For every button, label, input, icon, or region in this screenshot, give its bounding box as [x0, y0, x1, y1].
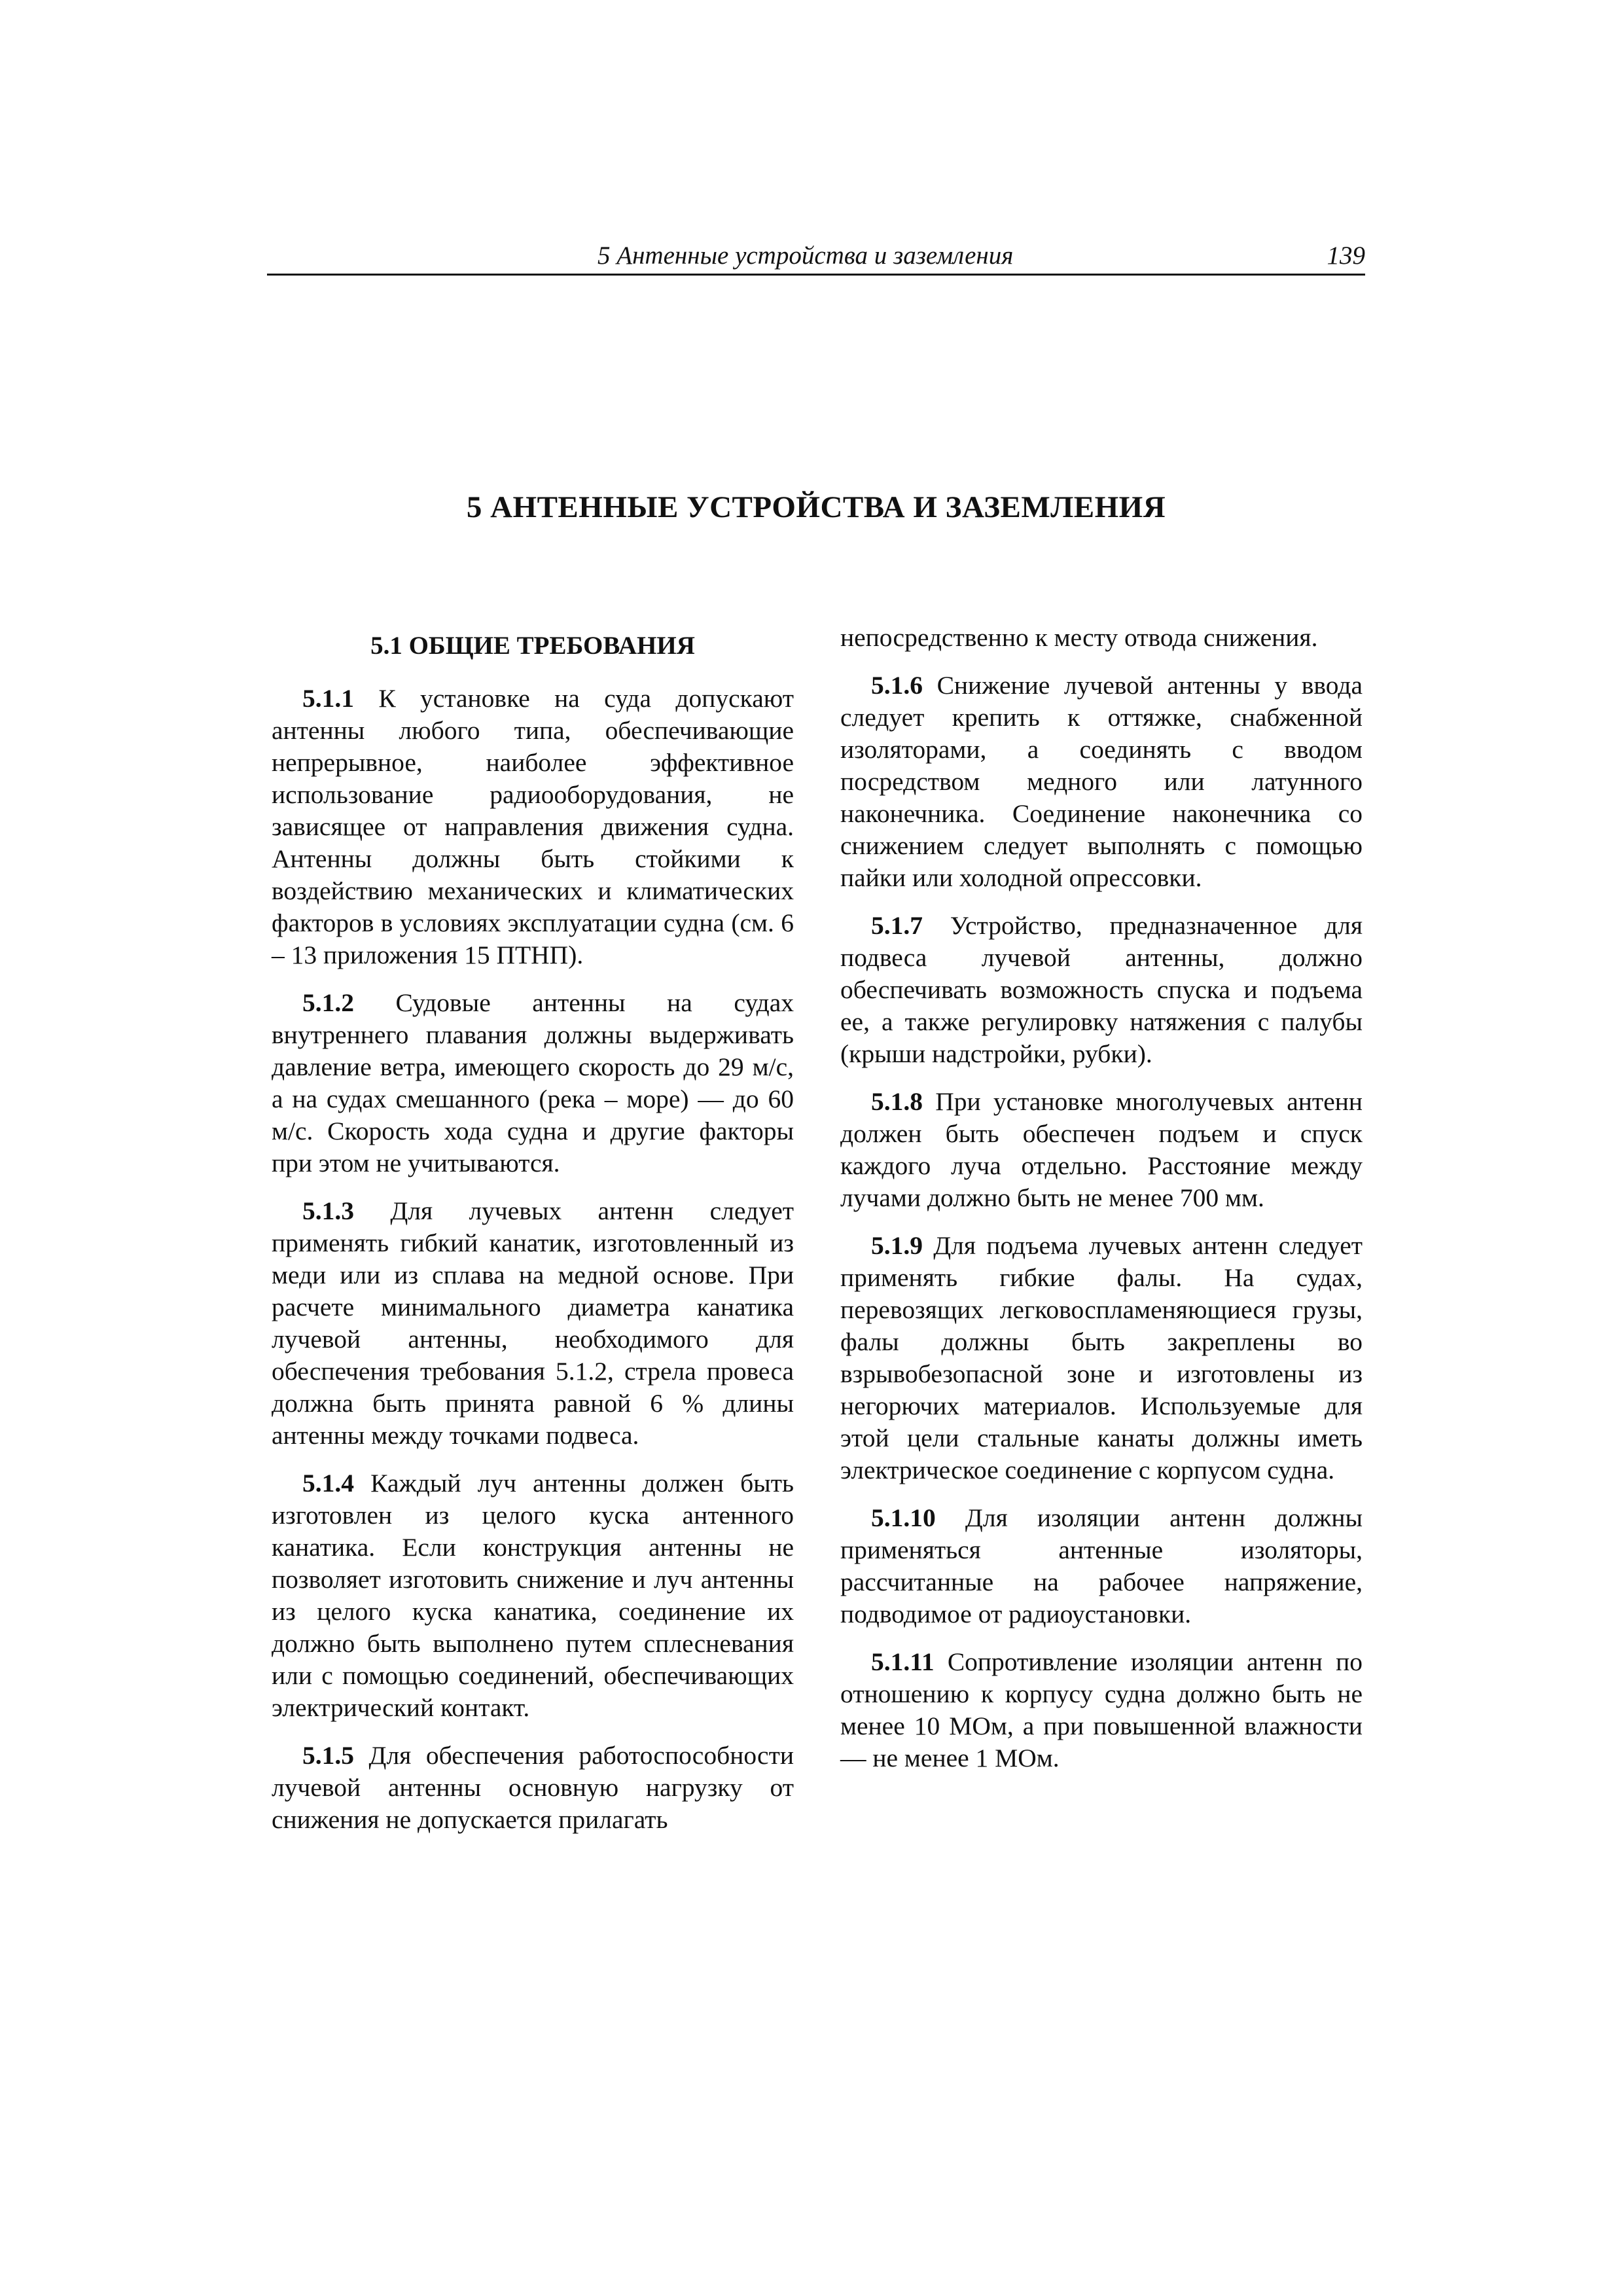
- left-column: [272, 622, 794, 1852]
- paragraph-number: 5.1.8: [871, 1087, 923, 1116]
- paragraph-5-1-6: [840, 670, 1363, 894]
- paragraph-number: 5.1.2: [302, 988, 354, 1017]
- paragraph-number: 5.1.6: [871, 671, 923, 700]
- paragraph-5-1-1: [272, 683, 794, 971]
- chapter-title: 5 АНТЕННЫЕ УСТРОЙСТВА И ЗАЗЕМЛЕНИЯ: [466, 490, 1166, 524]
- paragraph-5-1-7: [840, 910, 1363, 1070]
- paragraph-number: 5.1.11: [871, 1647, 935, 1676]
- paragraph-5-1-2: [272, 987, 794, 1179]
- paragraph-number: 5.1.7: [871, 911, 923, 940]
- paragraph-text: При установке многолучевых антенн должен быть обеспечен подъем и спуск каждого луча отдельно. Расстояние между лучами должно быть не менее 700 мм.: [840, 1087, 1363, 1212]
- paragraph-number: 5.1.10: [871, 1503, 936, 1532]
- paragraph-text: К установке на суда допускают антенны любого типа, обеспечивающие непрерывное, наиболее эффективное использование радиооборудования, не зависящее от направления движения судна. Антенны должны быть стойкими к воздействию механических и климатических факторов в условиях эксплуатации судна (см. 6 – 13 приложения 15 ПТНП).: [272, 684, 794, 969]
- paragraph-text: непосредственно к месту отвода снижения.: [840, 623, 1318, 652]
- paragraph-text: Устройство, предназначенное для подвеса лучевой антенны, должно обеспечивать возможность спуска и подъема ее, а также регулировку натяжения с палубы (крыши надстройки, рубки).: [840, 911, 1363, 1068]
- paragraph-text: Для изоляции антенн должны применяться антенные изоляторы, рассчитанные на рабочее напряжение, подводимое от радиоустановки.: [840, 1503, 1363, 1628]
- paragraph-text: Снижение лучевой антенны у ввода следует крепить к оттяжке, снабженной изоляторами, а соединять с вводом посредством медного или латунного наконечника. Соединение наконечника со снижением следует выполнять с помощью пайки или холодной опрессовки.: [840, 671, 1363, 892]
- running-title: 5 Антенные устройства и заземления: [597, 242, 1014, 270]
- paragraph-5-1-5-continued: [840, 622, 1363, 654]
- paragraph-text: Сопротивление изоляции антенн по отношению к корпусу судна должно быть не менее 10 МОм, а при повышенной влажности — не менее 1 МОм.: [840, 1647, 1363, 1772]
- paragraph-5-1-8: [840, 1086, 1363, 1214]
- paragraph-text: Для лучевых антенн следует применять гибкий канатик, изготовленный из меди или из сплава на медной основе. При расчете минимального диаметра канатика лучевой антенны, необходимого для обеспечения требования 5.1.2, стрела провеса должна быть принята равной 6 % длины антенны между точками подвеса.: [272, 1196, 794, 1450]
- paragraph-text: Каждый луч антенны должен быть изготовлен из целого куска антенного канатика. Если конструкция антенны не позволяет изготовить снижение и луч антенны из целого куска канатика, соединение их должно быть выполнено путем сплесневания или с помощью соединений, обеспечивающих электрический контакт.: [272, 1469, 794, 1722]
- paragraph-number: 5.1.9: [871, 1231, 923, 1260]
- paragraph-text: Судовые антенны на судах внутреннего плавания должны выдерживать давление ветра, имеющего скорость до 29 м/с, а на судах смешанного (река – море) — до 60 м/с. Скорость хода судна и другие факторы при этом не учитываются.: [272, 988, 794, 1177]
- paragraph-5-1-3: [272, 1195, 794, 1452]
- paragraph-5-1-4: [272, 1467, 794, 1724]
- paragraph-5-1-11: [840, 1646, 1363, 1774]
- paragraph-5-1-10: [840, 1502, 1363, 1630]
- paragraph-5-1-9: [840, 1230, 1363, 1486]
- section-title: 5.1 ОБЩИЕ ТРЕБОВАНИЯ: [370, 632, 695, 660]
- page-number: 139: [1327, 242, 1365, 270]
- paragraph-number: 5.1.5: [302, 1741, 354, 1770]
- paragraph-text: Для подъема лучевых антенн следует применять гибкие фалы. На судах, перевозящих легковоспламеняющиеся грузы, фалы должны быть закреплены во взрывобезопасной зоне и изготовлены из негорючих материалов. Используемые для этой цели стальные канаты должны иметь электрическое соединение с корпусом судна.: [840, 1231, 1363, 1484]
- paragraph-number: 5.1.1: [302, 684, 354, 713]
- right-column: [840, 622, 1363, 1790]
- paragraph-text: Для обеспечения работоспособности лучевой антенны основную нагрузку от снижения не допускается прилагать: [272, 1741, 794, 1834]
- paragraph-number: 5.1.3: [302, 1196, 354, 1225]
- paragraph-5-1-5: [272, 1740, 794, 1836]
- running-header: [267, 236, 1365, 276]
- paragraph-number: 5.1.4: [302, 1469, 354, 1498]
